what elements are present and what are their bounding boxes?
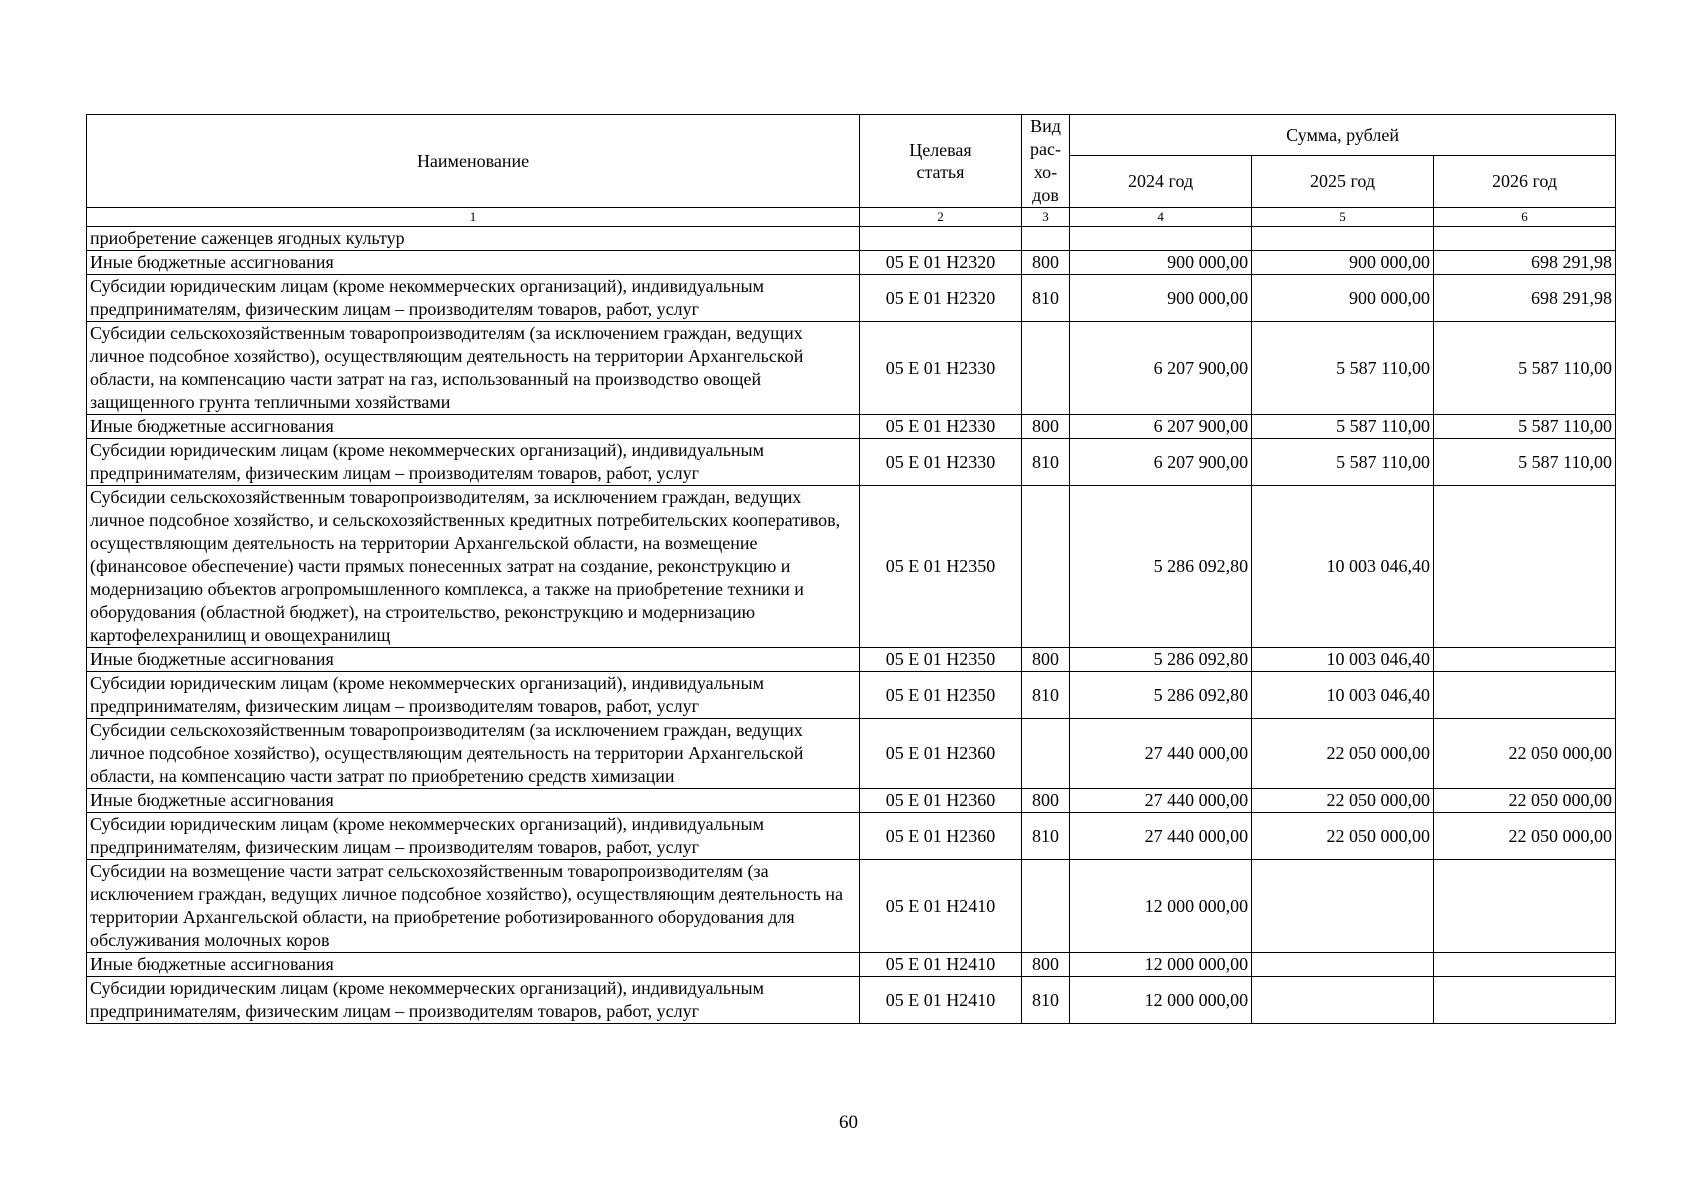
row-sum-2024: 6 207 900,00 bbox=[1070, 439, 1252, 486]
page-number: 60 bbox=[839, 1112, 858, 1133]
column-number: 6 bbox=[1434, 208, 1616, 227]
row-expense-type: 800 bbox=[1021, 251, 1069, 275]
row-name: Иные бюджетные ассигнования bbox=[87, 789, 860, 813]
table-body bbox=[87, 227, 1616, 1024]
row-sum-2024: 27 440 000,00 bbox=[1070, 813, 1252, 860]
row-target-article: 05 Е 01 Н2350 bbox=[860, 672, 1022, 719]
row-expense-type bbox=[1021, 860, 1069, 953]
row-sum-2026: 698 291,98 bbox=[1434, 251, 1616, 275]
row-sum-2025: 22 050 000,00 bbox=[1252, 719, 1434, 789]
row-name: Субсидии сельскохозяйственным товаропроизводителям (за исключением граждан, ведущих личное подсобное хозяйство), осуществляющим деятельность на территории Архангельской области, на компенсацию части затрат по приобретению средств химизации bbox=[87, 719, 860, 789]
row-expense-type: 800 bbox=[1021, 415, 1069, 439]
row-target-article: 05 Е 01 Н2330 bbox=[860, 439, 1022, 486]
row-sum-2026 bbox=[1434, 648, 1616, 672]
header-target-article bbox=[860, 115, 1022, 208]
header-year-2026: 2026 год bbox=[1434, 156, 1616, 208]
row-expense-type bbox=[1021, 322, 1069, 415]
row-sum-2026: 22 050 000,00 bbox=[1434, 813, 1616, 860]
row-sum-2025: 22 050 000,00 bbox=[1252, 813, 1434, 860]
row-expense-type bbox=[1021, 486, 1069, 648]
row-name: Иные бюджетные ассигнования bbox=[87, 415, 860, 439]
table-row bbox=[87, 953, 1616, 977]
row-sum-2024: 5 286 092,80 bbox=[1070, 486, 1252, 648]
row-sum-2026 bbox=[1434, 860, 1616, 953]
row-sum-2025: 10 003 046,40 bbox=[1252, 648, 1434, 672]
column-number: 5 bbox=[1252, 208, 1434, 227]
row-sum-2024: 27 440 000,00 bbox=[1070, 789, 1252, 813]
table-row bbox=[87, 789, 1616, 813]
table-row bbox=[87, 648, 1616, 672]
row-sum-2026 bbox=[1434, 672, 1616, 719]
row-name: Субсидии юридическим лицам (кроме некоммерческих организаций), индивидуальным предпринимателям, физическим лицам – производителям товаров, работ, услуг bbox=[87, 672, 860, 719]
row-name: Субсидии юридическим лицам (кроме некоммерческих организаций), индивидуальным предпринимателям, физическим лицам – производителям товаров, работ, услуг bbox=[87, 275, 860, 322]
header-target-article-text: Целевая статья bbox=[909, 140, 972, 182]
table-row bbox=[87, 275, 1616, 322]
row-sum-2024: 12 000 000,00 bbox=[1070, 953, 1252, 977]
row-sum-2024: 27 440 000,00 bbox=[1070, 719, 1252, 789]
row-sum-2026: 22 050 000,00 bbox=[1434, 789, 1616, 813]
row-expense-type: 800 bbox=[1021, 789, 1069, 813]
row-sum-2024: 12 000 000,00 bbox=[1070, 860, 1252, 953]
row-target-article: 05 Е 01 Н2410 bbox=[860, 977, 1022, 1024]
row-expense-type bbox=[1021, 227, 1069, 251]
row-target-article: 05 Е 01 Н2320 bbox=[860, 275, 1022, 322]
row-sum-2025: 5 587 110,00 bbox=[1252, 322, 1434, 415]
row-sum-2025: 22 050 000,00 bbox=[1252, 789, 1434, 813]
row-sum-2025: 10 003 046,40 bbox=[1252, 672, 1434, 719]
row-sum-2024: 5 286 092,80 bbox=[1070, 672, 1252, 719]
row-sum-2024: 900 000,00 bbox=[1070, 275, 1252, 322]
row-sum-2024: 6 207 900,00 bbox=[1070, 322, 1252, 415]
row-target-article: 05 Е 01 Н2330 bbox=[860, 322, 1022, 415]
header-expense-type-line: Вид bbox=[1030, 116, 1061, 136]
table-row bbox=[87, 227, 1616, 251]
table-row bbox=[87, 813, 1616, 860]
header-year-2025: 2025 год bbox=[1252, 156, 1434, 208]
table-row bbox=[87, 672, 1616, 719]
row-sum-2025: 900 000,00 bbox=[1252, 275, 1434, 322]
row-name: Субсидии сельскохозяйственным товаропроизводителям (за исключением граждан, ведущих личное подсобное хозяйство), осуществляющим деятельность на территории Архангельской области, на компенсацию части затрат на газ, использованный на производство овощей защищенного грунта тепличными хозяйствами bbox=[87, 322, 860, 415]
row-expense-type: 810 bbox=[1021, 813, 1069, 860]
row-sum-2024: 900 000,00 bbox=[1070, 251, 1252, 275]
row-name: Субсидии юридическим лицам (кроме некоммерческих организаций), индивидуальным предпринимателям, физическим лицам – производителям товаров, работ, услуг bbox=[87, 813, 860, 860]
header-year-2024: 2024 год bbox=[1070, 156, 1252, 208]
row-expense-type: 800 bbox=[1021, 953, 1069, 977]
row-sum-2024 bbox=[1070, 227, 1252, 251]
header-expense-type-line: рас- bbox=[1030, 139, 1061, 159]
row-name: Иные бюджетные ассигнования bbox=[87, 251, 860, 275]
row-sum-2026 bbox=[1434, 486, 1616, 648]
row-sum-2026: 698 291,98 bbox=[1434, 275, 1616, 322]
table-row bbox=[87, 415, 1616, 439]
column-number: 3 bbox=[1021, 208, 1069, 227]
row-sum-2025: 900 000,00 bbox=[1252, 251, 1434, 275]
row-expense-type: 800 bbox=[1021, 648, 1069, 672]
row-name: Субсидии юридическим лицам (кроме некоммерческих организаций), индивидуальным предпринимателям, физическим лицам – производителям товаров, работ, услуг bbox=[87, 439, 860, 486]
row-name: приобретение саженцев ягодных культур bbox=[87, 227, 860, 251]
table-row bbox=[87, 977, 1616, 1024]
row-sum-2026: 22 050 000,00 bbox=[1434, 719, 1616, 789]
row-sum-2025 bbox=[1252, 227, 1434, 251]
row-name: Иные бюджетные ассигнования bbox=[87, 648, 860, 672]
row-target-article: 05 Е 01 Н2410 bbox=[860, 953, 1022, 977]
row-name: Субсидии на возмещение части затрат сельскохозяйственным товаропроизводителям (за исключением граждан, ведущих личное подсобное хозяйство), осуществляющим деятельность на территории Архангельской области, на приобретение роботизированного оборудования для обслуживания молочных коров bbox=[87, 860, 860, 953]
row-name: Субсидии сельскохозяйственным товаропроизводителям, за исключением граждан, ведущих личное подсобное хозяйство, и сельскохозяйственных кредитных потребительских кооперативов, осуществляющим деятельность на территории Архангельской области, на возмещение (финансовое обеспечение) части прямых понесенных затрат на создание, реконструкцию и модернизацию объектов агропромышленного комплекса, а также на приобретение техники и оборудования (областной бюджет), на строительство, реконструкцию и модернизацию картофелехранилищ и овощехранилищ bbox=[87, 486, 860, 648]
row-target-article: 05 Е 01 Н2320 bbox=[860, 251, 1022, 275]
row-sum-2026: 5 587 110,00 bbox=[1434, 322, 1616, 415]
header-expense-type-line: дов bbox=[1032, 185, 1059, 205]
header-expense-type bbox=[1021, 115, 1069, 208]
table-row bbox=[87, 439, 1616, 486]
table-row bbox=[87, 486, 1616, 648]
row-sum-2025: 10 003 046,40 bbox=[1252, 486, 1434, 648]
column-number-row bbox=[87, 208, 1616, 227]
row-sum-2025 bbox=[1252, 860, 1434, 953]
table-row bbox=[87, 322, 1616, 415]
row-sum-2024: 12 000 000,00 bbox=[1070, 977, 1252, 1024]
row-sum-2026 bbox=[1434, 227, 1616, 251]
table-header bbox=[87, 115, 1616, 227]
row-target-article: 05 Е 01 Н2360 bbox=[860, 813, 1022, 860]
row-sum-2025 bbox=[1252, 977, 1434, 1024]
row-target-article: 05 Е 01 Н2330 bbox=[860, 415, 1022, 439]
header-name: Наименование bbox=[87, 115, 860, 208]
row-sum-2024: 5 286 092,80 bbox=[1070, 648, 1252, 672]
table-row bbox=[87, 860, 1616, 953]
row-target-article: 05 Е 01 Н2350 bbox=[860, 486, 1022, 648]
row-expense-type bbox=[1021, 719, 1069, 789]
header-sum: Сумма, рублей bbox=[1070, 115, 1616, 156]
row-expense-type: 810 bbox=[1021, 977, 1069, 1024]
row-target-article bbox=[860, 227, 1022, 251]
row-sum-2026: 5 587 110,00 bbox=[1434, 415, 1616, 439]
row-sum-2025: 5 587 110,00 bbox=[1252, 415, 1434, 439]
row-name: Иные бюджетные ассигнования bbox=[87, 953, 860, 977]
row-sum-2024: 6 207 900,00 bbox=[1070, 415, 1252, 439]
row-target-article: 05 Е 01 Н2360 bbox=[860, 789, 1022, 813]
row-expense-type: 810 bbox=[1021, 275, 1069, 322]
row-sum-2026 bbox=[1434, 953, 1616, 977]
row-target-article: 05 Е 01 Н2360 bbox=[860, 719, 1022, 789]
row-sum-2025 bbox=[1252, 953, 1434, 977]
table-row bbox=[87, 251, 1616, 275]
table-row bbox=[87, 719, 1616, 789]
header-expense-type-line: хо- bbox=[1033, 162, 1058, 182]
column-number: 4 bbox=[1070, 208, 1252, 227]
column-number: 1 bbox=[87, 208, 860, 227]
row-target-article: 05 Е 01 Н2350 bbox=[860, 648, 1022, 672]
row-sum-2025: 5 587 110,00 bbox=[1252, 439, 1434, 486]
row-sum-2026 bbox=[1434, 977, 1616, 1024]
row-expense-type: 810 bbox=[1021, 672, 1069, 719]
budget-table bbox=[86, 114, 1616, 1024]
row-name: Субсидии юридическим лицам (кроме некоммерческих организаций), индивидуальным предпринимателям, физическим лицам – производителям товаров, работ, услуг bbox=[87, 977, 860, 1024]
row-target-article: 05 Е 01 Н2410 bbox=[860, 860, 1022, 953]
row-sum-2026: 5 587 110,00 bbox=[1434, 439, 1616, 486]
row-expense-type: 810 bbox=[1021, 439, 1069, 486]
column-number: 2 bbox=[860, 208, 1022, 227]
